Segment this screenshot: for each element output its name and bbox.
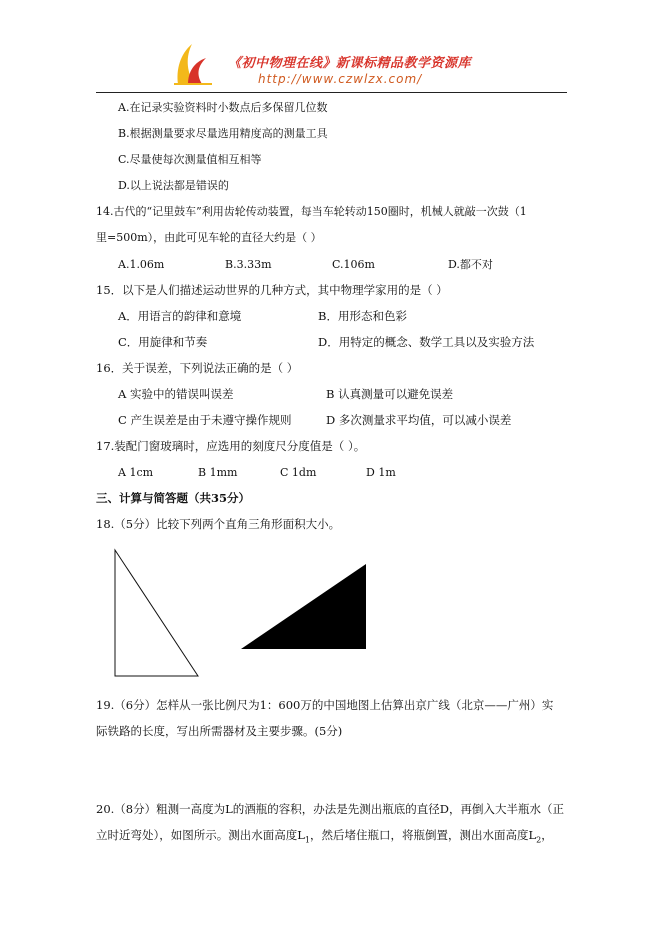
q16-option-c: C 产生误差是由于未遵守操作规则 [118, 413, 292, 427]
triangles-figure [110, 545, 380, 680]
q16-option-b: B 认真测量可以避免误差 [326, 387, 454, 401]
q14-stem-line1: 14.古代的“记里鼓车”利用齿轮传动装置，每当车轮转动150圈时，机械人就敲一次鼓（1 [96, 205, 527, 218]
q20-sub-1: 1 [304, 835, 310, 845]
q14-option-d: D.都不对 [448, 258, 493, 271]
q19-stem-line1: 19.（6分）怎样从一张比例尺为1：600万的中国地图上估算出京广线（北京——广州）实 [96, 698, 554, 712]
q15-option-b: B．用形态和色彩 [318, 309, 407, 323]
q17-option-a: A 1cm [118, 466, 154, 479]
q20-stem-line2 [96, 828, 553, 847]
q16-option-d: D 多次测量求平均值，可以减小误差 [326, 413, 512, 427]
q13-option-b: B.根据测量要求尽量选用精度高的测量工具 [118, 127, 328, 140]
q18-stem: 18.（5分）比较下列两个直角三角形面积大小。 [96, 517, 341, 531]
q17-stem: 17.装配门窗玻璃时，应选用的刻度尺分度值是（ ）。 [96, 439, 366, 453]
logo [172, 40, 214, 86]
q15-option-a: A．用语言的韵律和意境 [118, 309, 242, 323]
q13-option-d: D.以上说法都是错误的 [118, 179, 229, 192]
q14-option-c: C.106m [332, 258, 375, 271]
header-title: 《初中物理在线》新课标精品教学资源库 [228, 56, 472, 71]
logo-mark-icon [172, 40, 214, 86]
q20-stem-line1: 20.（8分）粗测一高度为L的酒瓶的容积，办法是先测出瓶底的直径D，再倒入大半瓶水（正 [96, 802, 564, 816]
header-divider [96, 92, 567, 93]
q14-option-b: B.3.33m [225, 258, 272, 271]
q17-option-d: D 1m [366, 466, 396, 479]
header-url[interactable]: http://www.czwlzx.com/ [258, 72, 423, 86]
filled-right-triangle [241, 564, 366, 649]
q15-stem: 15．以下是人们描述运动世界的几种方式，其中物理学家用的是（ ） [96, 283, 448, 297]
q19-stem-line2: 际铁路的长度，写出所需器材及主要步骤。(5分) [96, 724, 343, 738]
q20-sub-2: 2 [536, 835, 542, 845]
q16-option-a: A 实验中的错误叫误差 [118, 387, 234, 401]
q17-option-c: C 1dm [280, 466, 317, 479]
section-heading: 三、计算与简答题（共35分） [96, 491, 251, 505]
q14-option-a: A.1.06m [118, 258, 165, 271]
q13-option-c: C.尽量使每次测量值相互相等 [118, 153, 262, 166]
outline-right-triangle [115, 550, 198, 676]
q15-option-c: C．用旋律和节奏 [118, 335, 208, 349]
q20-line2-end: ， [541, 828, 553, 842]
q14-stem-line2: 里=500m），由此可见车轮的直径大约是（ ） [96, 231, 322, 244]
q13-option-a: A.在记录实验资料时小数点后多保留几位数 [118, 101, 328, 114]
q20-line2-start: 立时近弯处），如图所示。测出水面高度L [96, 828, 305, 842]
q16-stem: 16．关于误差，下列说法正确的是（ ） [96, 361, 299, 375]
q17-option-b: B 1mm [198, 466, 238, 479]
q20-line2-mid: ，然后堵住瓶口，将瓶倒置，测出水面高度L [309, 828, 537, 842]
q15-option-d: D．用特定的概念、数学工具以及实验方法 [318, 335, 535, 349]
